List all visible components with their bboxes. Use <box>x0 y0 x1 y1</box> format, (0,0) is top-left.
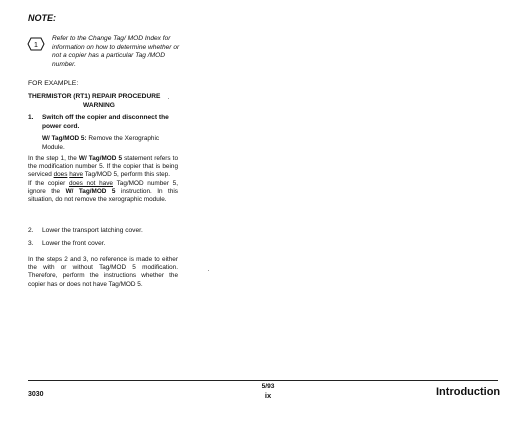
footer-date: 5/93 <box>261 383 275 390</box>
step-number: 3. <box>28 240 34 247</box>
example-label: FOR EXAMPLE: <box>28 80 79 87</box>
scan-speck <box>168 98 169 99</box>
step-number: 2. <box>28 227 34 234</box>
footer-section-title: Introduction <box>436 386 501 398</box>
step-text: Lower the transport latching cover. <box>42 227 143 234</box>
step-number: 1. <box>28 114 34 121</box>
note-text: Refer to the Change Tag/ MOD Index for information on how to determine whether or not a copier has a particular Tag /MOD number. <box>52 35 180 68</box>
explanation-paragraph-2: In the steps 2 and 3, no reference is made to either the with or without Tag/MOD 5 modification. Therefore, perform the instructions whether the copier has or does not have Tag/MOD 5. <box>28 256 178 288</box>
note-icon-label: 1 <box>34 41 38 49</box>
hexagon-number-icon <box>27 37 45 51</box>
footer-rule <box>28 380 498 381</box>
substep-text: Remove the Xerographic Module. <box>42 135 160 151</box>
footer-page-number: ix <box>264 391 272 400</box>
procedure-warning: WARNING <box>83 101 115 109</box>
step-2 <box>28 227 188 237</box>
step-text: Switch off the copier and disconnect the power cord. <box>42 114 169 130</box>
step-text: Lower the front cover. <box>42 240 106 247</box>
substep-tag-mod <box>42 135 162 152</box>
explanation-paragraph-1: In the step 1, the W/ Tag/MOD 5 statement refers to the modification number 5. If the copier that is being serviced does have Tag/MOD 5, perform this step. If the copier does not have Tag/MOD number 5, ignore the W/ Tag/MOD 5 instruction. In this situation, do not remove the xerographic module. <box>28 155 179 204</box>
procedure-title-line1: THERMISTOR (RT1) REPAIR PROCEDURE <box>28 93 161 100</box>
scan-speck <box>208 270 209 271</box>
note-heading: NOTE: <box>28 13 56 23</box>
step-3 <box>28 240 188 250</box>
procedure-title <box>28 93 160 110</box>
step-1 <box>28 114 188 134</box>
footer-model-number: 3030 <box>28 391 44 398</box>
substep-label: W/ Tag/MOD 5: <box>42 135 87 142</box>
